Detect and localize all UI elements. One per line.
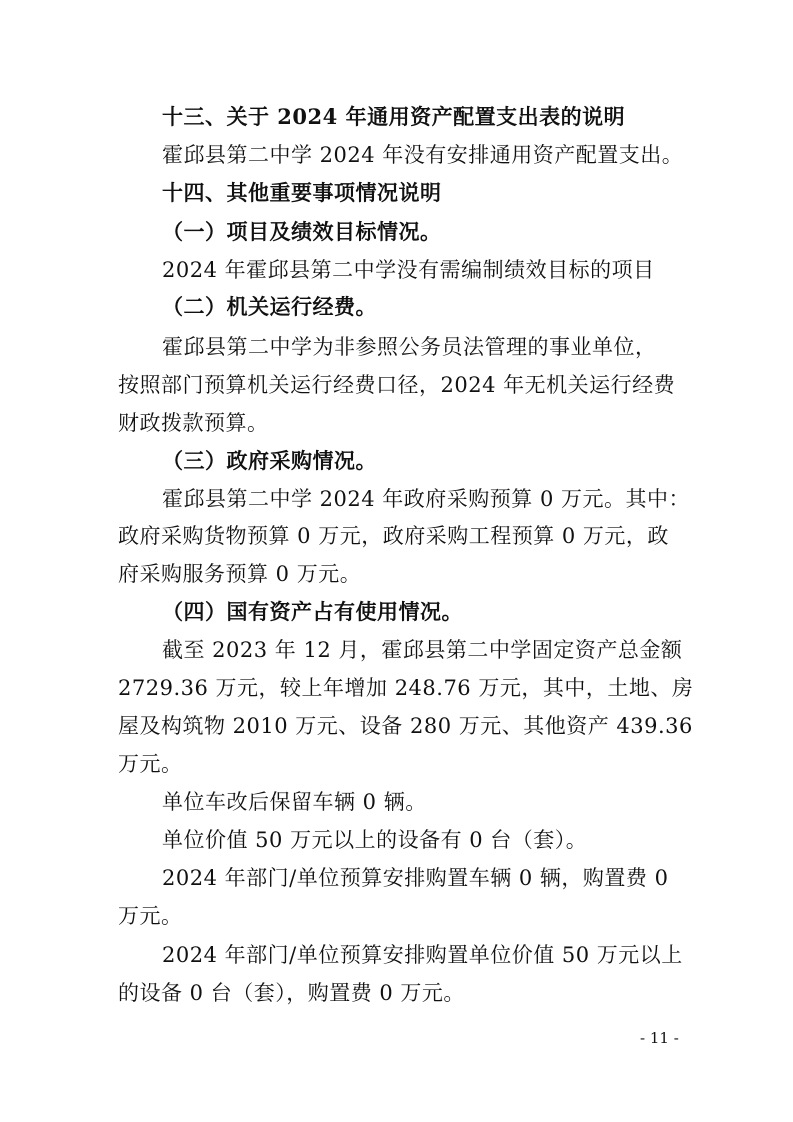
paragraph-line: 按照部门预算机关运行经费口径，2024 年无机关运行经费 xyxy=(118,373,676,397)
paragraph-line: 2024 年霍邱县第二中学没有需编制绩效目标的项目 xyxy=(162,258,655,282)
page-number: - 11 - xyxy=(640,1029,679,1047)
paragraph-line: 霍邱县第二中学 2024 年没有安排通用资产配置支出。 xyxy=(162,143,684,167)
section-heading-14: 十四、其他重要事项情况说明 xyxy=(162,180,442,205)
paragraph-line: 2024 年部门/单位预算安排购置单位价值 50 万元以上 xyxy=(162,943,683,967)
paragraph-line: 政府采购货物预算 0 万元，政府采购工程预算 0 万元，政 xyxy=(118,524,669,548)
paragraph-line: 2729.36 万元，较上年增加 248.76 万元，其中，土地、房 xyxy=(118,676,694,700)
paragraph-line: 截至 2023 年 12 月，霍邱县第二中学固定资产总金额 xyxy=(162,638,683,662)
paragraph-line: 财政拨款预算。 xyxy=(118,411,269,435)
subsection-heading-2: （二）机关运行经费。 xyxy=(162,294,377,319)
paragraph-line: 府采购服务预算 0 万元。 xyxy=(118,562,362,586)
paragraph-line: 万元。 xyxy=(118,752,183,776)
section-heading-13: 十三、关于 2024 年通用资产配置支出表的说明 xyxy=(162,104,626,129)
subsection-heading-1: （一）项目及绩效目标情况。 xyxy=(162,219,442,244)
paragraph-line: 2024 年部门/单位预算安排购置车辆 0 辆，购置费 0 xyxy=(162,866,669,890)
paragraph-line: 的设备 0 台（套），购置费 0 万元。 xyxy=(118,981,465,1005)
paragraph-line: 霍邱县第二中学 2024 年政府采购预算 0 万元。其中： xyxy=(162,487,691,511)
paragraph-line: 霍邱县第二中学为非参照公务员法管理的事业单位， xyxy=(162,335,657,359)
paragraph-line: 屋及构筑物 2010 万元、设备 280 万元、其他资产 439.36 xyxy=(118,714,693,738)
paragraph-line: 单位车改后保留车辆 0 辆。 xyxy=(162,790,427,814)
subsection-heading-4: （四）国有资产占有使用情况。 xyxy=(162,599,463,624)
paragraph-line: 单位价值 50 万元以上的设备有 0 台（套）。 xyxy=(162,828,588,852)
paragraph-line: 万元。 xyxy=(118,904,183,928)
subsection-heading-3: （三）政府采购情况。 xyxy=(162,448,377,473)
